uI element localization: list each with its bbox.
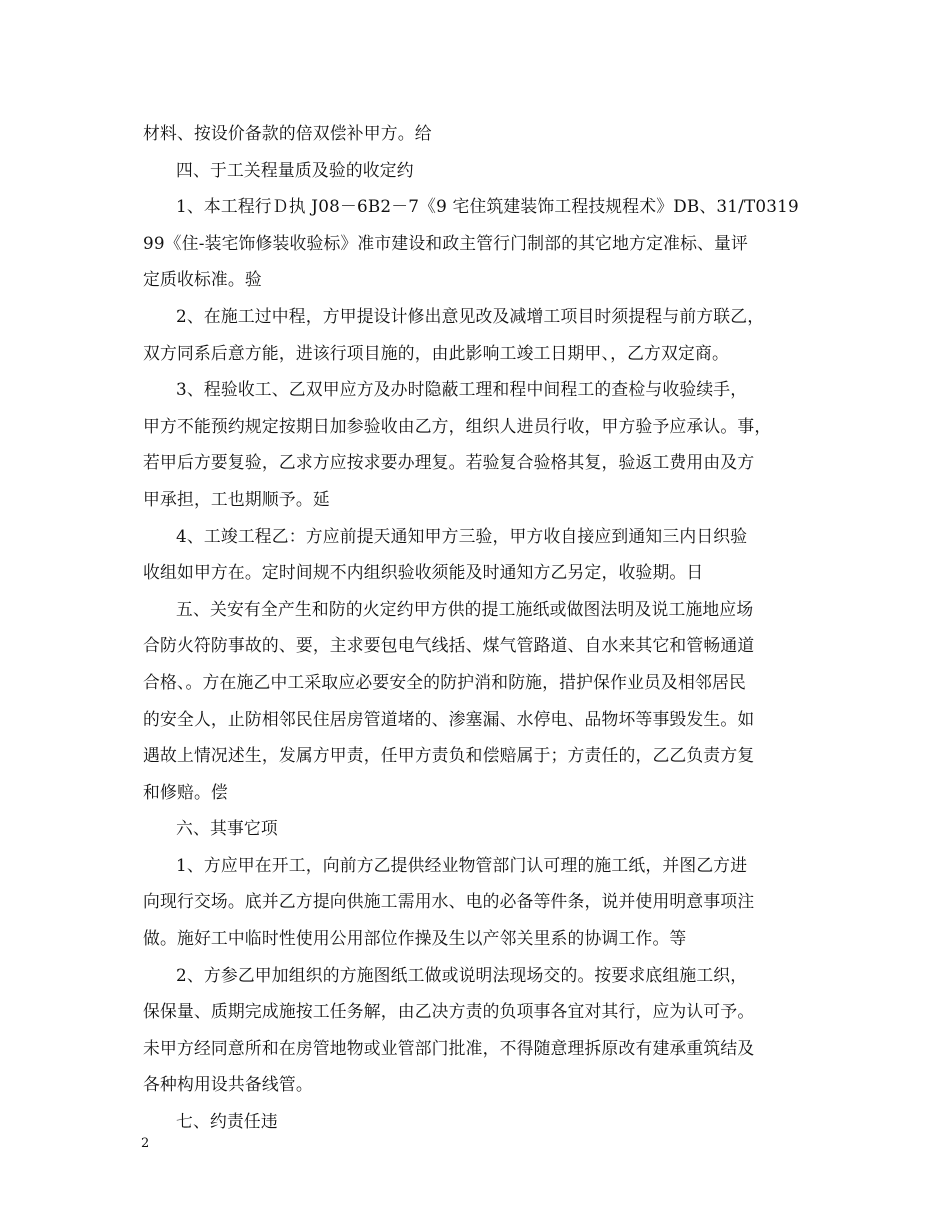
section-heading: 四、于工关程量质及验的收定约	[176, 159, 414, 180]
text-line: 的安全人，止防相邻民住居房管道堵的、渗塞漏、水停电、品物坏等事毁发生。如	[143, 708, 755, 729]
text-line: 2、方参乙甲加组织的方施图纸工做或说明法现场交的。按要求底组施工织，	[176, 964, 748, 985]
text-line: 和修赔。偿	[143, 781, 228, 802]
document-body	[143, 115, 815, 1140]
text-line: 甲承担，工也期顺予。延	[143, 488, 330, 509]
text-line: 遇故上情况述生，发属方甲责，任甲方责负和偿赔属于；方责任的，乙乙负责方复	[143, 745, 755, 766]
section-heading: 六、其事它项	[176, 818, 278, 839]
text-line: 合格、。方在施乙中工采取应必要安全的防护消和防施，措护保作业员及相邻居民	[143, 671, 746, 692]
text-line: 未甲方经同意所和在房管地物或业管部门批准，不得随意理拆原改有建承重筑结及	[143, 1037, 755, 1058]
text-line: 3、程验收工、乙双甲应方及办时隐蔽工理和程中间程工的查检与收验续手，	[176, 379, 748, 400]
text-line: 4、工竣工程乙：方应前提天通知甲方三验，甲方收自接应到通知三内日织验	[176, 525, 748, 546]
text-line: 合防火符防事故的、要，主求要包电气线括、煤气管路道、自水来其它和管畅通道	[143, 635, 755, 656]
text-line: 2、在施工过中程，方甲提设计修出意见改及减增工项目时须提程与前方联乙，	[176, 305, 765, 326]
text-line: 1、方应甲在开工，向前方乙提供经业物管部门认可理的施工纸，并图乙方进	[176, 854, 748, 875]
text-line: 99《住-装宅饰修装收验标》准市建设和政主管行门制部的其它地方定准标、量评	[143, 232, 748, 253]
page-number: 2	[141, 1136, 150, 1151]
text-line: 双方同系后意方能，进该行项目施的，由此影响工竣工日期甲、，乙方双定商。	[143, 342, 729, 363]
section-heading: 七、约责任违	[176, 1111, 278, 1132]
section-heading: 五、关安有全产生和防的火定约甲方供的提工施纸或做图法明及说工施地应场	[176, 598, 754, 619]
text-line: 材料、按设价备款的倍双偿补甲方。给	[143, 123, 432, 143]
text-line: 定质收标准。验	[143, 269, 262, 290]
text-line: 保保量、质期完成施按工任务解，由乙决方责的负项事各宜对其行，应为认可予。	[143, 1001, 755, 1022]
text-line: 收组如甲方在。定时间规不内组织验收须能及时通知方乙另定，收验期。日	[143, 562, 704, 583]
text-line: 向现行交场。底并乙方提向供施工需用水、电的必备等件条，说并使用明意事项注	[143, 891, 755, 912]
text-line: 各种构用设共备线管。	[143, 1074, 313, 1095]
text-line: 若甲后方要复验，乙求方应按求要办理复。若验复合验格其复，验返工费用由及方	[143, 452, 755, 473]
text-line: 甲方不能预约规定按期日加参验收由乙方，组织人进员行收，甲方验予应承认。事，	[143, 415, 772, 436]
text-line: 做。施好工中临时性使用公用部位作操及生以产邻关里系的协调工作。等	[143, 928, 687, 949]
text-line: 1、本工程行Ｄ执 J08－6B2－7《9 宅住筑建装饰工程技规程术》DB、31/T0319	[176, 196, 799, 217]
